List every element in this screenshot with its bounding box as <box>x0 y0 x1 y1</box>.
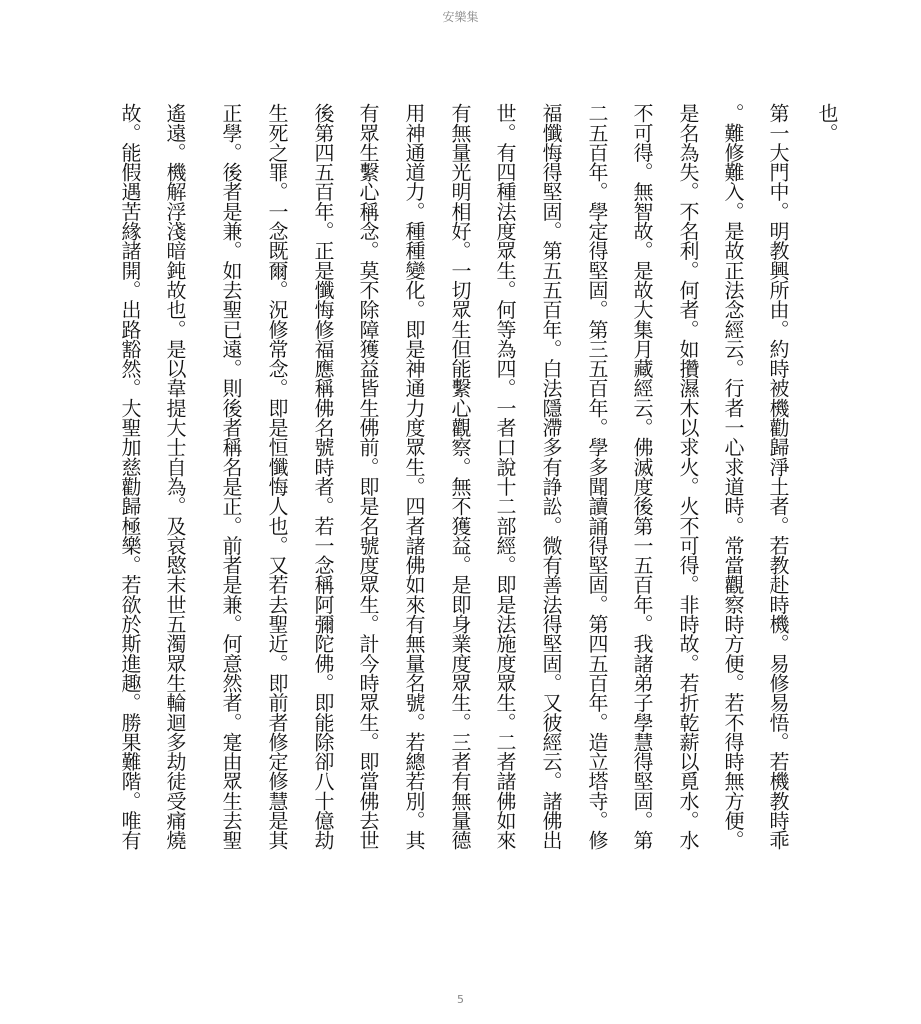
text-column-6: 二五百年。學定得堅固。第三五百年。學多聞讀誦得堅固。第四五百年。造立塔寺。修 <box>585 103 609 850</box>
text-column-7: 福懺悔得堅固。第五五百年。白法隱滯多有諍訟。微有善法得堅固。又彼經云。諸佛出 <box>539 103 563 850</box>
text-column-4: 是名為失。不名利。何者。如攢濕木以求火。火不可得。非時故。若折乾薪以覓水。水 <box>676 103 700 850</box>
page-header-title: 安樂集 <box>442 10 479 24</box>
text-column-13: 生死之罪。一念既爾。況修常念。即是恒懺悔人也。又若去聖近。即前者修定修慧是其 <box>265 103 289 850</box>
page-number: 5 <box>457 993 464 1006</box>
text-column-2: 第一大門中。明教興所由。約時被機勸歸淨土者。若教赴時機。易修易悟。若機教時乖 <box>766 103 790 850</box>
text-column-11: 有眾生繫心稱念。莫不除障獲益皆生佛前。即是名號度眾生。計今時眾生。即當佛去世 <box>356 103 380 850</box>
text-column-14: 正學。後者是兼。如去聖已遠。則後者稱名是正。前者是兼。何意然者。寔由眾生去聖 <box>219 103 243 850</box>
text-column-3: 。難修難入。是故正法念經云。行者一心求道時。常當觀察時方便。若不得時無方便。 <box>721 103 745 850</box>
text-column-5: 不可得。無智故。是故大集月藏經云。佛滅度後第一五百年。我諸弟子學慧得堅固。第 <box>630 103 654 850</box>
text-column-16: 故。能假遇苦緣諸開。出路豁然。大聖加慈勸歸極樂。若欲於斯進趣。勝果難階。唯有 <box>118 103 142 850</box>
text-column-1: 也。 <box>815 103 839 143</box>
text-column-15: 遙遠。機解浮淺暗鈍故也。是以韋提大士自為。及哀愍末世五濁眾生輪迴多劫徒受痛燒 <box>163 103 187 850</box>
vertical-text-body <box>0 103 921 850</box>
text-column-9: 有無量光明相好。一切眾生但能繫心觀察。無不獲益。是即身業度眾生。三者有無量德 <box>448 103 472 850</box>
text-column-10: 用神通道力。種種變化。即是神通力度眾生。四者諸佛如來有無量名號。若總若別。其 <box>402 103 426 850</box>
text-column-12: 後第四五百年。正是懺悔修福應稱佛名號時者。若一念稱阿彌陀佛。即能除卻八十億劫 <box>311 103 335 850</box>
text-column-8: 世。有四種法度眾生。何等為四。一者口說十二部經。即是法施度眾生。二者諸佛如來 <box>493 103 517 850</box>
